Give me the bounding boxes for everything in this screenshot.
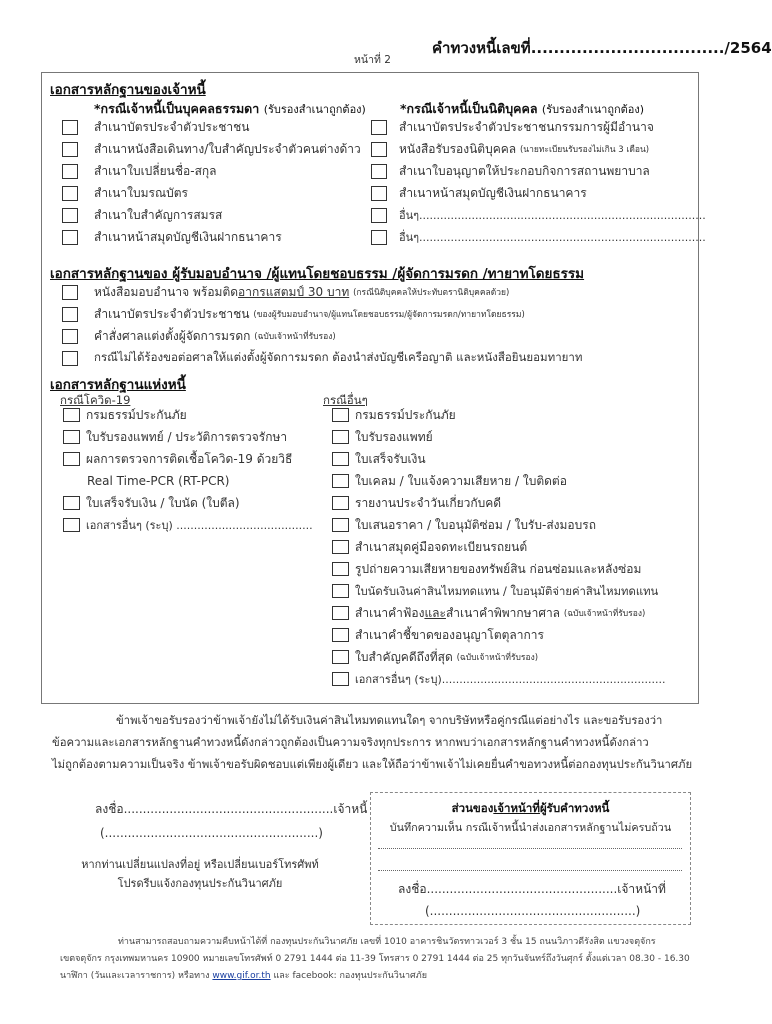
item-label: หนังสือรับรองนิติบุคคล [399, 141, 517, 156]
creditor-name-line[interactable]: (........................................................) [100, 826, 323, 840]
item-label: รูปถ่ายความเสียหายของทรัพย์สิน ก่อนซ่อมและหลังซ่อม [355, 561, 642, 576]
checkbox[interactable] [63, 518, 80, 532]
item-label: ใบเคลม / ใบแจ้งความเสียหาย / ใบติดต่อ [355, 473, 567, 488]
covid-case-label: กรณีโควิด-19 [60, 393, 131, 407]
checklist-item[interactable] [332, 558, 666, 580]
comment-line-2[interactable] [378, 870, 682, 871]
item-note: (ฉบับเจ้าหน้าที่รับรอง) [254, 332, 336, 342]
checklist-item[interactable] [62, 116, 361, 138]
checklist-item-other[interactable] [332, 668, 666, 690]
item-label: Real Time-PCR (RT-PCR) [87, 474, 230, 488]
declaration-line-2: ข้อความและเอกสารหลักฐานคำทวงหนี้ดังกล่าวถูกต้องเป็นความจริงทุกประการ หากพบว่าเอกสารหลักฐานคำทวงหนี้ดังกล่าว [52, 736, 649, 749]
comment-line-1[interactable] [378, 848, 682, 849]
checkbox[interactable] [62, 186, 78, 201]
checklist-item[interactable] [371, 160, 706, 182]
checklist-item[interactable] [332, 624, 666, 646]
item-label: สำเนาหน้าสมุดบัญชีเงินฝากธนาคาร [94, 229, 282, 244]
checkbox[interactable] [332, 408, 349, 422]
footer-line-1: ท่านสามารถสอบถามความคืบหน้าได้ที่ กองทุนประกันวินาศภัย เลขที่ 1010 อาคารชินวัตรทาวเวอร์ 3 ชั้น 15 ถนนวิภาวดีรังสิต แขวงจตุจักร [118, 937, 656, 947]
footer-line-2: เขตจตุจักร กรุงเทพมหานคร 10900 หมายเลขโทรศัพท์ 0 2791 1444 ต่อ 11-39 โทรสาร 0 2791 1444 ต่อ 25 ทุกวันจันทร์ถึงวันศุกร์ ตั้งแต่เวลา 08.30 - 16.30 [60, 954, 690, 964]
item-label: รายงานประจำวันเกี่ยวกับคดี [355, 495, 502, 510]
title-underlined: เจ้าหน้าที่ [493, 801, 540, 815]
checklist-item[interactable] [332, 470, 666, 492]
checklist-item[interactable] [332, 404, 666, 426]
other-case-label: กรณีอื่นๆ [323, 393, 368, 407]
item-label: สำเนาคำฟ้อง [355, 605, 425, 620]
item-note: (กรณีนิติบุคคลให้ประทับตรานิติบุคคลด้วย) [353, 288, 510, 298]
footer-text: นาฬิกา (วันและเวลาราชการ) หรือทาง [60, 971, 213, 981]
checkbox[interactable] [62, 230, 78, 245]
item-note: (ของผู้รับมอบอำนาจ/ผู้แทนโดยชอบธรรม/ผู้จัดการมรดก/ทายาทโดยธรรม) [253, 310, 525, 320]
juristic-case-note: (รับรองสำเนาถูกต้อง) [541, 103, 645, 116]
checkbox[interactable] [332, 650, 349, 664]
officer-name-line[interactable]: (......................................................) [425, 904, 641, 918]
checklist-item[interactable] [332, 448, 666, 470]
item-label: สำเนาหนังสือเดินทาง/ใบสำคัญประจำตัวคนต่างด้าว [94, 141, 361, 156]
checkbox[interactable] [371, 142, 387, 157]
item-label: ใบสำคัญคดีถึงที่สุด [355, 649, 453, 664]
checkbox[interactable] [62, 329, 78, 344]
item-label: ใบรับรองแพทย์ / ประวัติการตรวจรักษา [86, 429, 288, 444]
checkbox[interactable] [371, 230, 387, 245]
checklist-item[interactable] [62, 325, 582, 347]
item-label[interactable]: อื่นๆ.................................................................................. [399, 231, 706, 244]
creditor-signature-line[interactable]: ลงชื่อ.......................................................เจ้าหนี้ [95, 802, 368, 816]
checkbox[interactable] [332, 628, 349, 642]
officer-section-subtitle: บันทึกความเห็น กรณีเจ้าหนี้นำส่งเอกสารหลักฐานไม่ครบถ้วน [389, 821, 672, 834]
juristic-case-label: *กรณีเจ้าหนี้เป็นนิติบุคคล [400, 101, 538, 116]
checkbox[interactable] [62, 285, 78, 300]
checklist-item-other[interactable] [371, 204, 706, 226]
item-label: กรมธรรม์ประกันภัย [355, 407, 456, 422]
checkbox[interactable] [62, 208, 78, 223]
checkbox[interactable] [332, 430, 349, 444]
item-note: (นายทะเบียนรับรองไม่เกิน 3 เดือน) [519, 145, 650, 155]
title-part: ส่วนของ [451, 801, 494, 815]
juristic-docs-list [371, 116, 706, 248]
checklist-item[interactable] [371, 116, 706, 138]
item-label: สำเนาใบเปลี่ยนชื่อ-สกุล [94, 163, 217, 178]
checklist-item[interactable] [62, 303, 582, 325]
item-label-rest: สำเนาคำพิพากษาศาล [445, 605, 561, 620]
checklist-item[interactable] [62, 347, 582, 369]
contact-change-notice [52, 855, 348, 893]
page-number: หน้าที่ 2 [354, 54, 391, 66]
checklist-item[interactable] [62, 160, 361, 182]
claim-number-title: คำทวงหนี้เลขที่................................../2564 [432, 39, 772, 57]
title-part: ผู้รับคำทวงหนี้ [539, 801, 610, 815]
item-label: กรณีไม่ได้ร้องขอต่อศาลให้แต่งตั้งผู้จัดการมรดก ต้องนำส่งบัญชีเครือญาติ และหนังสือยินยอมทายาท [94, 350, 583, 364]
representative-docs-title: เอกสารหลักฐานของ ผู้รับมอบอำนาจ /ผู้แทนโดยชอบธรรม /ผู้จัดการมรดก /ทายาทโดยธรรม [50, 266, 585, 282]
checkbox[interactable] [62, 120, 78, 135]
item-label: สำเนาหน้าสมุดบัญชีเงินฝากธนาคาร [399, 185, 587, 200]
checklist-item[interactable] [62, 182, 361, 204]
checklist-item[interactable] [63, 448, 313, 470]
item-label: ใบนัดรับเงินค่าสินไหมทดแทน / ใบอนุมัติจ่ายค่าสินไหมทดแทน [355, 585, 659, 598]
item-label: ใบเสร็จรับเงิน [355, 451, 426, 466]
checkbox[interactable] [63, 452, 80, 466]
checkbox[interactable] [62, 351, 78, 366]
checkbox[interactable] [332, 452, 349, 466]
checkbox[interactable] [332, 518, 349, 532]
item-note: (ฉบับเจ้าหน้าที่รับรอง) [563, 609, 646, 619]
individual-docs-list [62, 116, 361, 248]
item-label: ผลการตรวจการติดเชื้อโควิด-19 ด้วยวิธี [86, 451, 293, 466]
checklist-item-other[interactable] [63, 514, 313, 536]
checklist-item[interactable] [63, 492, 313, 514]
checkbox[interactable] [62, 307, 78, 322]
item-label: สำเนาสมุดคู่มือจดทะเบียนรถยนต์ [355, 539, 528, 554]
debt-docs-title: เอกสารหลักฐานแห่งหนี้ [50, 377, 186, 393]
representative-docs-list [62, 281, 582, 369]
footer-line-3 [60, 968, 427, 985]
notice-line-1: หากท่านเปลี่ยนแปลงที่อยู่ หรือเปลี่ยนเบอร์โทรศัพท์ [81, 858, 319, 871]
checklist-item[interactable] [63, 426, 313, 448]
creditor-docs-title: เอกสารหลักฐานของเจ้าหนี้ [50, 82, 206, 98]
checkbox[interactable] [332, 606, 349, 620]
item-label: สำเนาบัตรประจำตัวประชาชน [94, 119, 250, 134]
checkbox[interactable] [332, 584, 349, 598]
checkbox[interactable] [332, 474, 349, 488]
checkbox[interactable] [371, 208, 387, 223]
checklist-item[interactable] [332, 580, 666, 602]
covid-docs-list [63, 404, 313, 536]
checklist-item[interactable] [332, 536, 666, 558]
item-label: ใบเสนอราคา / ใบอนุมัติซ่อม / ใบรับ-ส่งมอบรถ [355, 517, 596, 532]
checkbox[interactable] [62, 142, 78, 157]
checkbox[interactable] [63, 496, 80, 510]
checklist-item[interactable] [332, 646, 666, 668]
item-continuation [63, 470, 313, 492]
other-docs-list [332, 404, 666, 690]
item-label: ใบเสร็จรับเงิน / ใบนัด (ใบตีล) [86, 495, 240, 510]
item-label: สำเนาคำชี้ขาดของอนุญาโตตุลาการ [355, 627, 544, 642]
checkbox[interactable] [371, 164, 387, 179]
checklist-item-other[interactable] [371, 226, 706, 248]
checkbox[interactable] [332, 540, 349, 554]
item-label[interactable]: เอกสารอื่นๆ (ระบุ) ....................................... [86, 519, 313, 532]
officer-signature-line[interactable]: ลงชื่อ..................................................เจ้าหน้าที่ [398, 882, 666, 896]
item-label: หนังสือมอบอำนาจ พร้อมติด [94, 284, 239, 299]
checklist-item[interactable] [332, 426, 666, 448]
notice-line-2: โปรดรีบแจ้งกองทุนประกันวินาศภัย [117, 877, 283, 890]
checklist-item[interactable] [62, 204, 361, 226]
footer-text: และ facebook: กองทุนประกันวินาศภัย [270, 971, 427, 981]
item-label: กรมธรรม์ประกันภัย [86, 407, 187, 422]
item-label: สำเนาใบสำคัญการสมรส [94, 207, 223, 222]
checklist-item[interactable] [63, 404, 313, 426]
checklist-item[interactable] [62, 281, 582, 303]
item-note: (ฉบับเจ้าหน้าที่รับรอง) [456, 653, 539, 663]
website-link[interactable]: www.gif.or.th [212, 971, 271, 981]
individual-case-note: (รับรองสำเนาถูกต้อง) [263, 103, 366, 116]
item-label: สำเนาใบมรณบัตร [94, 185, 188, 200]
checklist-item[interactable] [62, 226, 361, 248]
item-label: สำเนาบัตรประจำตัวประชาชน [94, 306, 250, 321]
individual-case-label: *กรณีเจ้าหนี้เป็นบุคคลธรรมดา [94, 101, 260, 116]
item-label: สำเนาบัตรประจำตัวประชาชนกรรมการผู้มีอำนาจ [399, 119, 654, 134]
checkbox[interactable] [371, 186, 387, 201]
and-underlined: และ [424, 605, 446, 620]
checklist-item[interactable] [62, 138, 361, 160]
declaration-line-3: ไม่ถูกต้องตามความเป็นจริง ข้าพเจ้าขอรับผิดชอบแต่เพียงผู้เดียว และให้ถือว่าข้าพเจ้าไม่เคยยื่นคำขอทวงหนี้ต่อกองทุนประกันวินาศภัย [52, 758, 693, 771]
checklist-item[interactable] [332, 602, 666, 624]
checkbox[interactable] [63, 408, 80, 422]
checklist-item[interactable] [371, 138, 706, 160]
checkbox[interactable] [63, 430, 80, 444]
checkbox[interactable] [371, 120, 387, 135]
item-label: ใบรับรองแพทย์ [355, 429, 433, 444]
checklist-item[interactable] [332, 514, 666, 536]
checkbox[interactable] [332, 672, 349, 686]
checklist-item[interactable] [332, 492, 666, 514]
checkbox[interactable] [62, 164, 78, 179]
checkbox[interactable] [332, 496, 349, 510]
item-label: คำสั่งศาลแต่งตั้งผู้จัดการมรดก [94, 328, 251, 343]
item-label[interactable]: เอกสารอื่นๆ (ระบุ)................................................................ [355, 673, 666, 686]
checkbox[interactable] [332, 562, 349, 576]
checklist-item[interactable] [371, 182, 706, 204]
item-label: สำเนาใบอนุญาตให้ประกอบกิจการสถานพยาบาล [399, 163, 650, 178]
officer-section-title [370, 800, 691, 818]
stamp-duty-note: อากรแสตมป์ 30 บาท [238, 284, 350, 299]
declaration-line-1: ข้าพเจ้าขอรับรองว่าข้าพเจ้ายังไม่ได้รับเงินค่าสินไหมทดแทนใดๆ จากบริษัทหรือคู่กรณีแต่อย่างไร และขอรับรองว่า [116, 714, 663, 727]
item-label[interactable]: อื่นๆ.................................................................................. [399, 209, 706, 222]
